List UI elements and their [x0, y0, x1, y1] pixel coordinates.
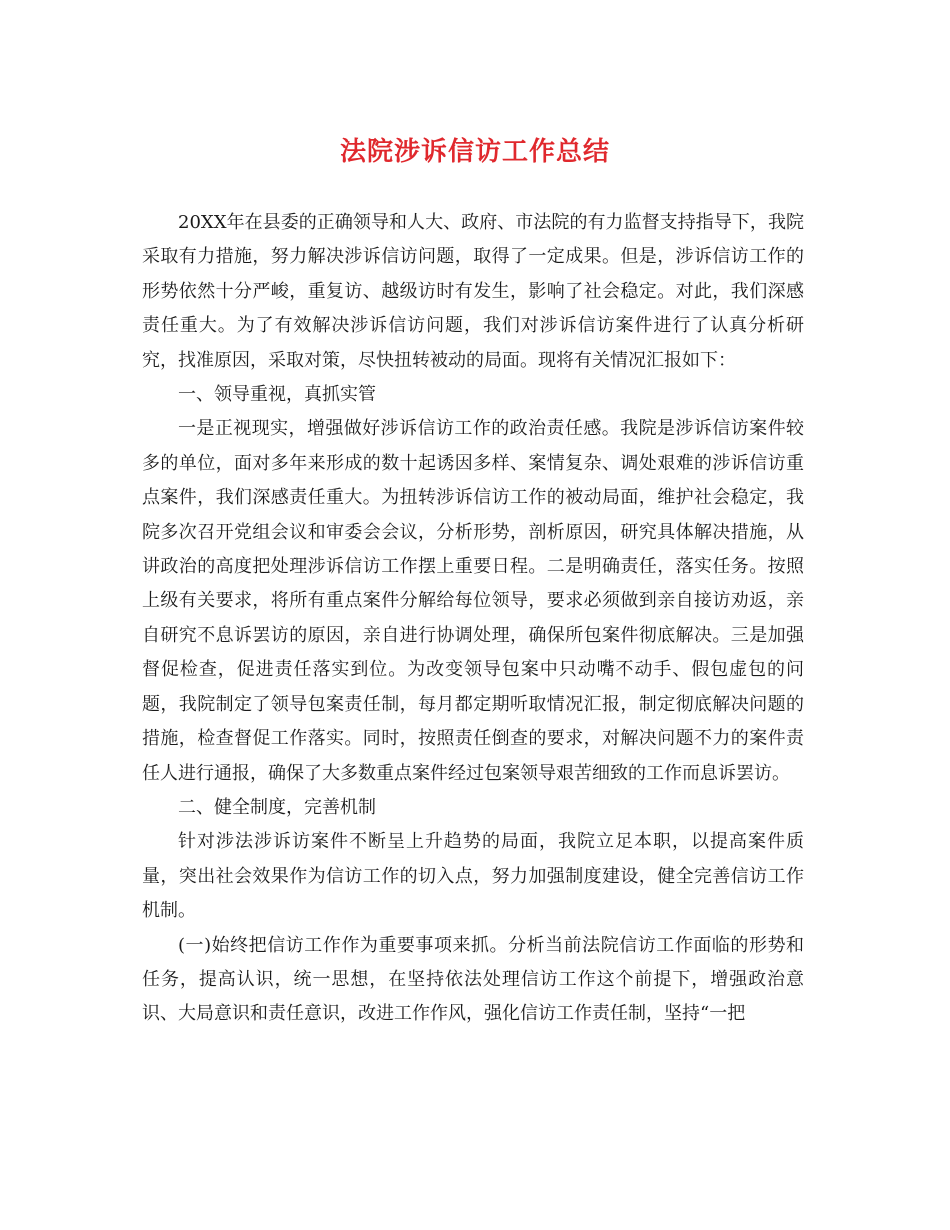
document-title: 法院涉诉信访工作总结	[339, 137, 610, 167]
section-heading-1: 一、领导重视，真抓实管	[178, 384, 376, 406]
section-1-paragraph: 一是正视现实，增强做好涉诉信访工作的政治责任感。我院是涉诉信访案件较多的单位，面对多年来形成的数十起诱因多样、案情复杂、调处艰难的涉诉信访重点案件，我们深感责任重大。为扭转涉诉信访工作的被动局面，维护社会稳定，我院多次召开党组会议和审委会会议，分析形势，剖析原因，研究具体解决措施，从讲政治的高度把处理涉诉信访工作摆上重要日程。二是明确责任，落实任务。按照上级有关要求，将所有重点案件分解给每位领导，要求必须做到亲自接访劝返，亲自研究不息诉罢访的原因，亲自进行协调处理，确保所包案件彻底解决。三是加强督促检查，促进责任落实到位。为改变领导包案中只动嘴不动手、假包虚包的问题，我院制定了领导包案责任制，每月都定期听取情况汇报，制定彻底解决问题的措施，检查督促工作落实。同时，按照责任倒查的要求，对解决问题不力的案件责任人进行通报，确保了大多数重点案件经过包案领导艰苦细致的工作而息诉罢访。	[142, 418, 804, 784]
section-heading-2: 二、健全制度，完善机制	[178, 796, 376, 818]
section-2-paragraph: 针对涉法涉诉访案件不断呈上升趋势的局面，我院立足本职，以提高案件质量，突出社会效果作为信访工作的切入点，努力加强制度建设，健全完善信访工作机制。	[142, 831, 804, 922]
subsection-1-paragraph: (一)始终把信访工作作为重要事项来抓。分析当前法院信访工作面临的形势和任务，提高认识，统一思想，在坚持依法处理信访工作这个前提下，增强政治意识、大局意识和责任意识，改进工作作风，强化信访工作责任制，坚持“一把	[142, 934, 804, 1025]
intro-paragraph: 20XX年在县委的正确领导和人大、政府、市法院的有力监督支持指导下，我院采取有力措施，努力解决涉诉信访问题，取得了一定成果。但是，涉诉信访工作的形势依然十分严峻，重复访、越级访时有发生，影响了社会稳定。对此，我们深感责任重大。为了有效解决涉诉信访问题，我们对涉诉信访案件进行了认真分析研究，找准原因，采取对策，尽快扭转被动的局面。现将有关情况汇报如下：	[142, 212, 804, 371]
document-body	[142, 206, 804, 1032]
